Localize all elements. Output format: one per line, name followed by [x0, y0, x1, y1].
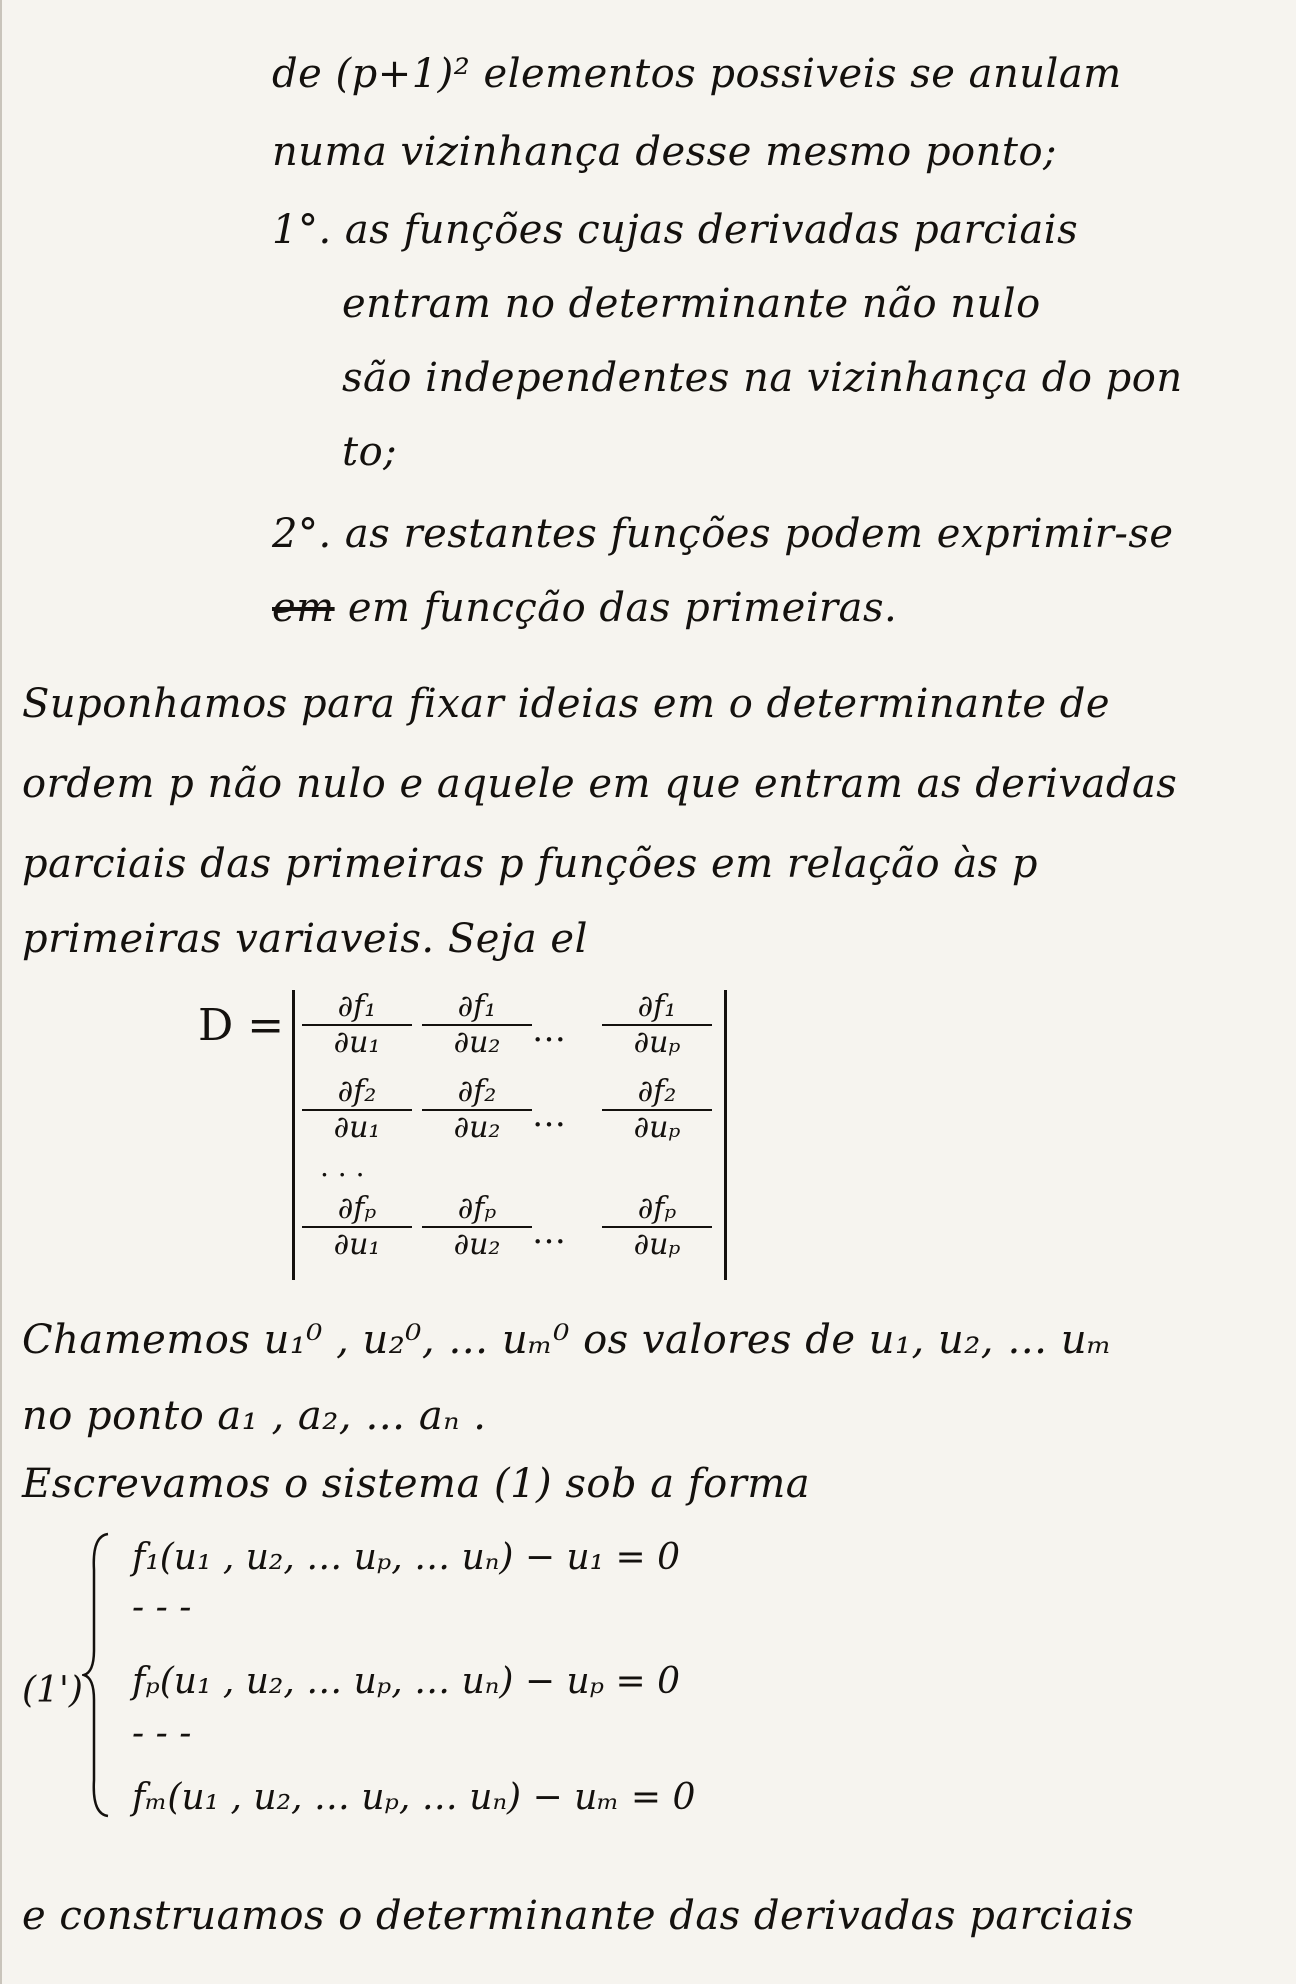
text-line: 1°. as funções cujas derivadas parciais: [272, 207, 1079, 253]
text-line: primeiras variaveis. Seja el: [22, 916, 588, 962]
text-line: Escrevamos o sistema (1) sob a forma: [22, 1461, 811, 1507]
determinant-hdots: …: [532, 1010, 566, 1050]
determinant-left-bar: [292, 990, 295, 1280]
text-line: to;: [342, 429, 398, 475]
text-line: ordem p não nulo e aquele em que entram as derivadas: [22, 761, 1178, 807]
system-equation: f₁(u₁ , u₂, … uₚ, … uₙ) − u₁ = 0: [132, 1537, 681, 1578]
determinant-hdots: …: [532, 1095, 566, 1135]
text-line: Suponhamos para fixar ideias em o determinante de: [22, 681, 1110, 727]
determinant-cell: $\frac{\text{∂f₁}}{\text{∂uₚ}}$: [602, 990, 712, 1060]
system-label: (1'): [22, 1670, 83, 1711]
system-brace: [82, 1530, 112, 1820]
determinant-cell: $\frac{\text{∂fₚ}}{\text{∂u₁}}$: [302, 1192, 412, 1262]
system-equation: fₚ(u₁ , u₂, … uₚ, … uₙ) − uₚ = 0: [132, 1661, 680, 1702]
determinant-cell: $\frac{\text{∂f₂}}{\text{∂u₁}}$: [302, 1075, 412, 1145]
system-dots: - - -: [132, 1587, 192, 1628]
determinant-label: D =: [198, 1000, 285, 1051]
text-line: Chamemos u₁⁰ , u₂⁰, … uₘ⁰ os valores de u₁, u₂, … uₘ: [22, 1317, 1113, 1363]
system-dots: - - -: [132, 1713, 192, 1754]
text-line: no ponto a₁ , a₂, … aₙ .: [22, 1393, 487, 1439]
determinant-cell: $\frac{\text{∂f₂}}{\text{∂u₂}}$: [422, 1075, 532, 1145]
text-line: de (p+1)² elementos possiveis se anulam: [272, 51, 1122, 97]
determinant-cell: $\frac{\text{∂fₚ}}{\text{∂u₂}}$: [422, 1192, 532, 1262]
text-line: numa vizinhança desse mesmo ponto;: [272, 129, 1058, 175]
text-line-rest: em funcção das primeiras.: [347, 585, 898, 631]
system-equation: fₘ(u₁ , u₂, … uₚ, … uₙ) − uₘ = 0: [132, 1777, 696, 1818]
determinant-right-bar: [724, 990, 727, 1280]
text-line: são independentes na vizinhança do pon: [342, 355, 1183, 401]
determinant-vdots: . . .: [320, 1150, 365, 1183]
determinant-cell: $\frac{\text{∂fₚ}}{\text{∂uₚ}}$: [602, 1192, 712, 1262]
text-line: entram no determinante não nulo: [342, 281, 1041, 327]
text-line: 2°. as restantes funções podem exprimir-se: [272, 511, 1174, 557]
determinant-hdots: …: [532, 1212, 566, 1252]
text-line: parciais das primeiras p funções em relação às p: [22, 841, 1039, 887]
determinant-cell: $\frac{\text{∂f₁}}{\text{∂u₂}}$: [422, 990, 532, 1060]
text-line: [272, 584, 897, 632]
text-line: e construamos o determinante das derivadas parciais: [22, 1893, 1135, 1939]
determinant-cell: $\frac{\text{∂f₂}}{\text{∂uₚ}}$: [602, 1075, 712, 1145]
struck-word: em: [272, 585, 335, 631]
determinant-cell: $\frac{\text{∂f₁}}{\text{∂u₁}}$: [302, 990, 412, 1060]
